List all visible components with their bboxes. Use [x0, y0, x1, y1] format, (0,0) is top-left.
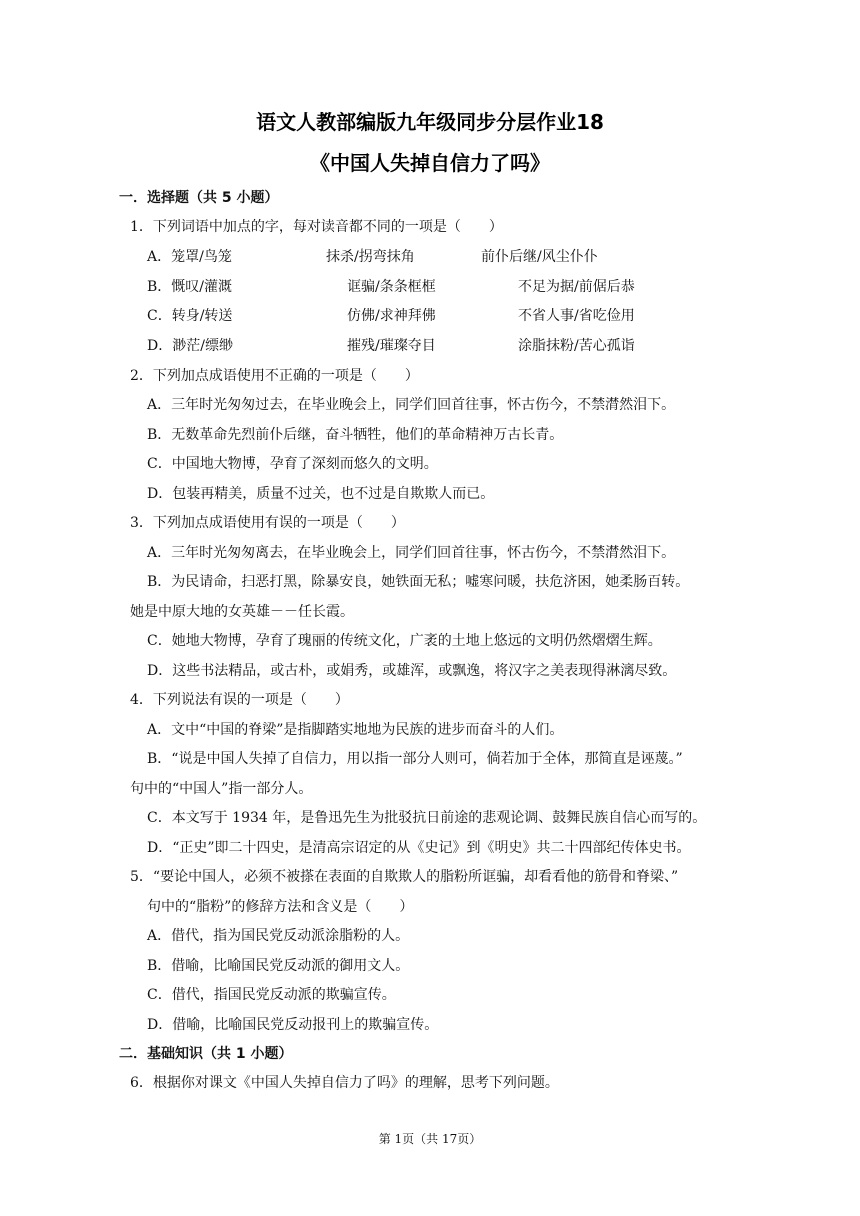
q3-option-b: B．为民请命，扫恶打黑，除暴安良，她铁面无私；嘘寒问暖，扶危济困，她柔肠百转。 [147, 574, 690, 590]
q2-option-d: D．包装再精美，质量不过关，也不过是自欺欺人而已。 [147, 486, 495, 502]
q1-option-c-col1: C．转身/转送 [147, 308, 233, 324]
q1-option-c-col3: 不省人事/省吃俭用 [518, 308, 635, 324]
question-6-stem: 6．根据你对课文《中国人失掉自信力了吗》的理解，思考下列问题。 [130, 1075, 559, 1091]
q2-option-b: B．无数革命先烈前仆后继，奋斗牺牲，他们的革命精神万古长青。 [147, 427, 564, 443]
q1-option-b-col3: 不足为据/前倨后恭 [518, 279, 635, 295]
q1-option-a-col1: A．笼罩/鸟笼 [147, 249, 232, 265]
question-5-stem-continued: 句中的“脂粉”的修辞方法和含义是（ ） [147, 899, 414, 915]
q3-option-b-continued: 她是中原大地的女英雄－－任长霞。 [130, 604, 354, 620]
q3-option-c: C．她地大物博，孕育了瑰丽的传统文化，广袤的土地上悠远的文明仍然熠熠生辉。 [147, 633, 662, 649]
q1-option-a-col3: 前仆后继/风尘仆仆 [481, 249, 598, 265]
q3-option-a: A．三年时光匆匆离去，在毕业晚会上，同学们回首往事，怀古伤今，不禁潸然泪下。 [147, 545, 676, 561]
question-4-stem: 4．下列说法有误的一项是（ ） [130, 692, 349, 708]
q5-option-d: D．借喻，比喻国民党反动报刊上的欺骗宣传。 [147, 1017, 439, 1033]
q1-option-c-col2: 仿佛/求神拜佛 [347, 308, 436, 324]
q1-option-d-col2: 摧残/璀璨夺目 [347, 338, 436, 354]
q5-option-c: C．借代，指国民党反动派的欺骗宣传。 [147, 987, 396, 1003]
q3-option-d: D．这些书法精品，或古朴，或娟秀，或雄浑，或飘逸，将汉字之美表现得淋漓尽致。 [147, 663, 677, 679]
q1-option-d-col1: D．渺茫/缥缈 [147, 338, 233, 354]
q2-option-a: A．三年时光匆匆过去，在毕业晚会上，同学们回首往事，怀古伤今，不禁潸然泪下。 [147, 397, 676, 413]
question-1-stem: 1．下列词语中加点的字，每对读音都不同的一项是（ ） [130, 219, 503, 235]
q1-option-d-col3: 涂脂抹粉/苦心孤诣 [518, 338, 635, 354]
q1-option-b-col2: 诓骗/条条框框 [347, 279, 436, 295]
q1-option-b-col1: B．慨叹/灌溉 [147, 279, 233, 295]
q5-option-a: A．借代，指为国民党反动派涂脂粉的人。 [147, 928, 410, 944]
page-subtitle: 《中国人失掉自信力了吗》 [310, 151, 550, 175]
q4-option-c: C．本文写于 1934 年，是鲁迅先生为批驳抗日前途的悲观论调、鼓舞民族自信心而写的。 [147, 810, 707, 826]
question-5-stem: 5．“要论中国人，必须不被搽在表面的自欺欺人的脂粉所诓骗，却看看他的筋骨和脊梁、” [130, 869, 679, 885]
page-footer: 第 1页（共 17页） [378, 1132, 482, 1146]
question-3-stem: 3．下列加点成语使用有误的一项是（ ） [130, 515, 405, 531]
page-title: 语文人教部编版九年级同步分层作业18 [256, 110, 604, 134]
section-heading-basics: 二．基础知识（共 1 小题） [119, 1046, 293, 1062]
q4-option-a: A．文中“中国的脊梁”是指脚踏实地地为民族的进步而奋斗的人们。 [147, 722, 564, 738]
section-heading-choice: 一．选择题（共 5 小题） [119, 190, 279, 206]
q4-option-d: D．“正史”即二十四史，是清高宗诏定的从《史记》到《明史》共二十四部纪传体史书。 [147, 840, 691, 856]
q1-option-a-col2: 抹杀/拐弯抹角 [326, 249, 415, 265]
q5-option-b: B．借喻，比喻国民党反动派的御用文人。 [147, 958, 410, 974]
q4-option-b-continued: 句中的“中国人”指一部分人。 [130, 781, 313, 797]
q2-option-c: C．中国地大物博，孕育了深刻而悠久的文明。 [147, 456, 438, 472]
q4-option-b: B．“说是中国人失掉了自信力，用以指一部分人则可，倘若加于全体，那简直是诬蔑。” [147, 751, 683, 767]
question-2-stem: 2．下列加点成语使用不正确的一项是（ ） [130, 368, 419, 384]
